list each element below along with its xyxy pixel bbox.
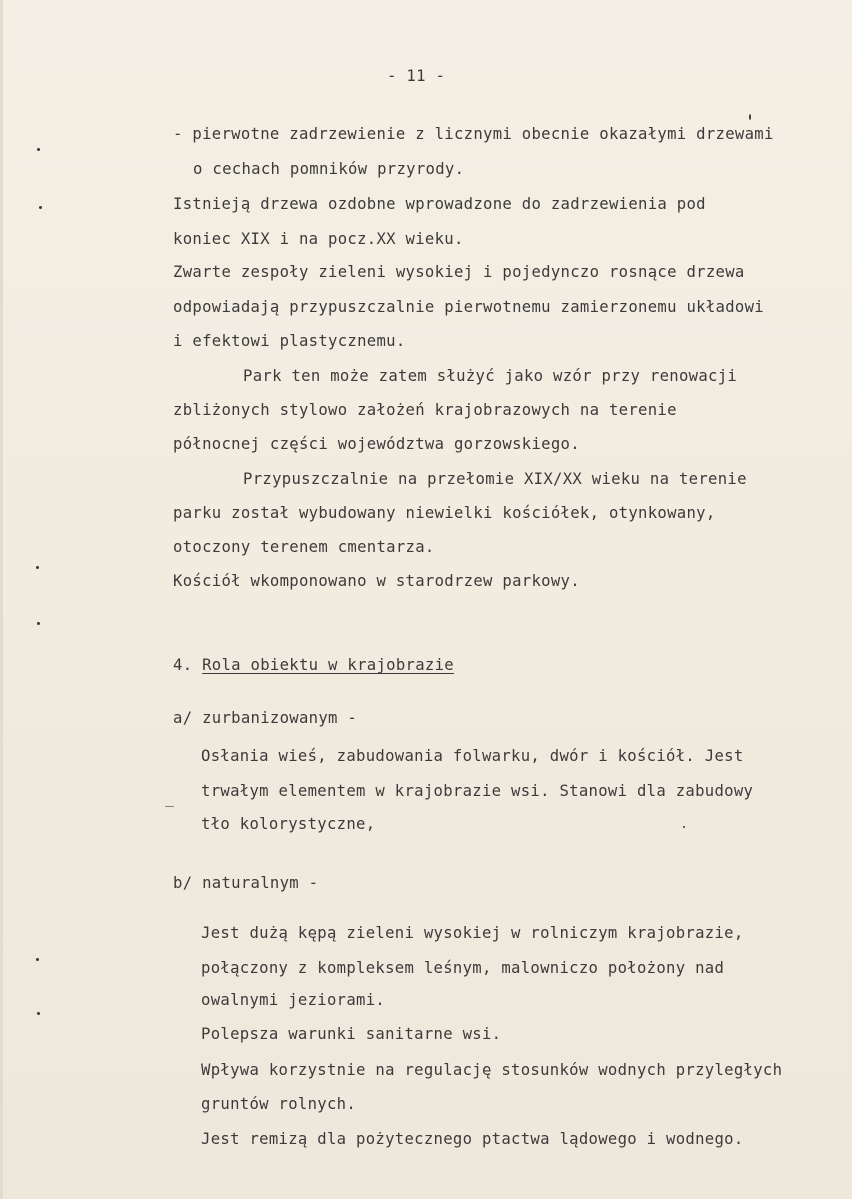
body-line-9: zbliżonych stylowo założeń krajobrazowych na terenie xyxy=(173,401,677,419)
scan-speck xyxy=(37,1012,40,1015)
scan-speck xyxy=(36,566,39,569)
body-line-7: i efektowi plastycznemu. xyxy=(173,332,406,350)
subsection-b-line-3: owalnymi jeziorami. xyxy=(201,991,386,1009)
body-line-5: Zwarte zespoły zieleni wysokiej i pojedynczo rosnące drzewa xyxy=(173,263,745,281)
scan-mark xyxy=(165,806,174,807)
body-line-2: o cechach pomników przyrody. xyxy=(193,160,465,178)
body-line-8: Park ten może zatem służyć jako wzór przy renowacji xyxy=(243,367,738,385)
subsection-a-line-1: Osłania wieś, zabudowania folwarku, dwór i kościół. Jest xyxy=(201,747,744,765)
body-line-12: parku został wybudowany niewielki kościółek, otynkowany, xyxy=(173,504,716,522)
scan-speck xyxy=(39,206,42,209)
section-heading xyxy=(173,655,454,675)
subsection-b-line-6: gruntów rolnych. xyxy=(201,1095,357,1113)
page-number: - 11 - xyxy=(387,67,446,85)
body-line-3: Istnieją drzewa ozdobne wprowadzone do zadrzewienia pod xyxy=(173,195,706,213)
scan-speck xyxy=(37,622,40,625)
section-number: 4. xyxy=(173,656,193,674)
subsection-b-line-5: Wpływa korzystnie na regulację stosunków wodnych przyległych xyxy=(201,1061,783,1079)
subsection-b-label: b/ naturalnym - xyxy=(173,874,319,892)
body-line-11: Przypuszczalnie na przełomie XIX/XX wieku na terenie xyxy=(243,470,747,488)
subsection-b-line-4: Polepsza warunki sanitarne wsi. xyxy=(201,1025,502,1043)
body-line-1: - pierwotne zadrzewienie z licznymi obecnie okazałymi drzewami xyxy=(173,125,774,143)
subsection-b-line-1: Jest dużą kępą zieleni wysokiej w rolniczym krajobrazie, xyxy=(201,924,744,942)
scan-speck xyxy=(749,114,751,120)
subsection-b-line-2: połączony z kompleksem leśnym, malowniczo położony nad xyxy=(201,959,725,977)
scan-speck xyxy=(37,148,40,151)
body-line-6: odpowiadają przypuszczalnie pierwotnemu zamierzonemu układowi xyxy=(173,298,764,316)
subsection-a-line-3: tło kolorystyczne, xyxy=(201,815,376,833)
body-line-4: koniec XIX i na pocz.XX wieku. xyxy=(173,230,464,248)
body-line-10: północnej części województwa gorzowskiego. xyxy=(173,435,580,453)
subsection-a-line-2: trwałym elementem w krajobrazie wsi. Stanowi dla zabudowy xyxy=(201,782,754,800)
subsection-a-label: a/ zurbanizowanym - xyxy=(173,709,358,727)
body-line-13: otoczony terenem cmentarza. xyxy=(173,538,435,556)
body-line-14: Kościół wkomponowano w starodrzew parkowy. xyxy=(173,572,580,590)
scan-speck xyxy=(683,826,685,828)
scan-speck xyxy=(36,958,39,961)
section-title: Rola obiektu w krajobrazie xyxy=(202,656,454,674)
subsection-b-line-7: Jest remizą dla pożytecznego ptactwa lądowego i wodnego. xyxy=(201,1130,744,1148)
